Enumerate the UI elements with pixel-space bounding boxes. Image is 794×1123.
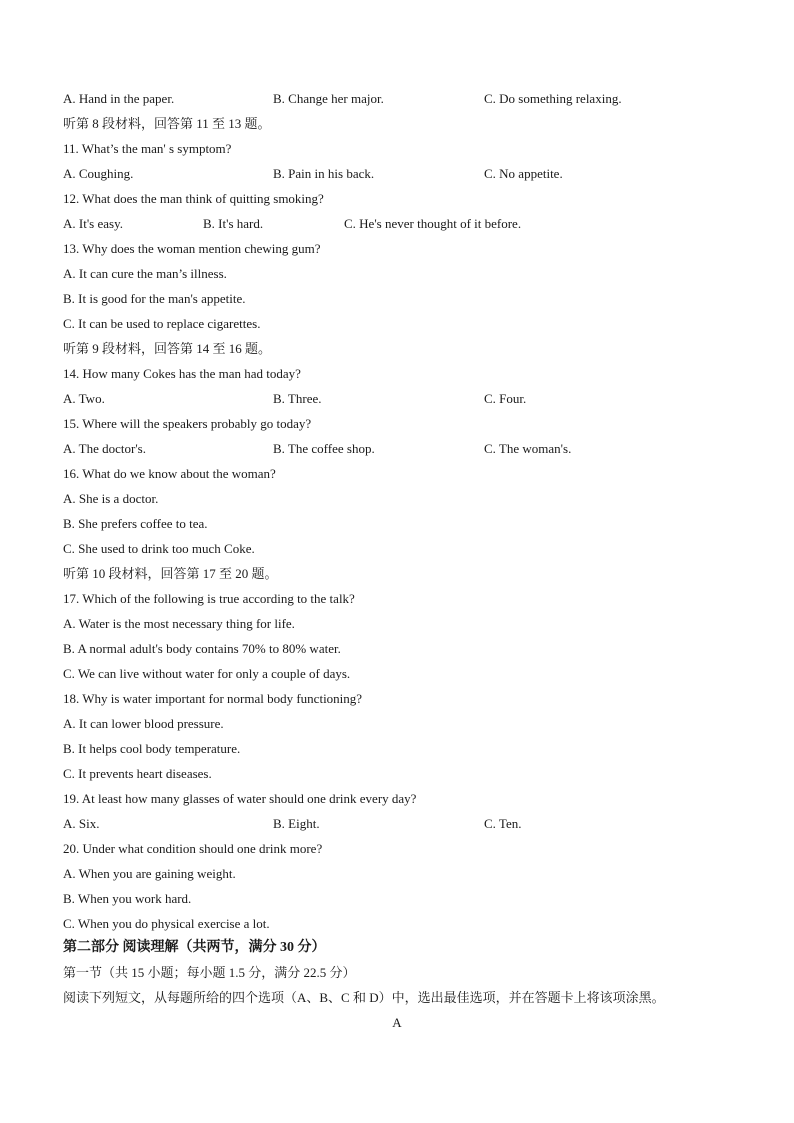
question-18: 18. Why is water important for normal body functioning?: [63, 691, 363, 706]
option-a: A. It's easy.: [63, 216, 123, 231]
option-b: B. Change her major.: [273, 91, 384, 106]
option-row: [63, 164, 743, 184]
section-instruction-10: 听第 10 段材料，回答第 17 至 20 题。: [63, 566, 278, 581]
section-instruction-9: 听第 9 段材料，回答第 14 至 16 题。: [63, 341, 272, 356]
question-14: 14. How many Cokes has the man had today?: [63, 366, 301, 381]
option-a: A. She is a doctor.: [63, 491, 159, 506]
question-15: 15. Where will the speakers probably go today?: [63, 416, 312, 431]
option-row: [63, 439, 743, 459]
option-c: C. Do something relaxing.: [484, 91, 622, 106]
option-c: C. Four.: [484, 391, 527, 406]
section-instruction-8: 听第 8 段材料，回答第 11 至 13 题。: [63, 116, 271, 131]
option-a: A. It can cure the man’s illness.: [63, 266, 227, 281]
option-c: C. Ten.: [484, 816, 522, 831]
question-11: 11. What’s the man' s symptom?: [63, 141, 232, 156]
question-12: 12. What does the man think of quitting smoking?: [63, 191, 324, 206]
option-b: B. It is good for the man's appetite.: [63, 291, 246, 306]
option-row: [63, 814, 743, 834]
option-a: A. When you are gaining weight.: [63, 866, 236, 881]
part-heading: 第二部分 阅读理解（共两节，满分 30 分）: [63, 940, 326, 955]
option-row: [63, 89, 743, 109]
option-a: A. Water is the most necessary thing for life.: [63, 616, 295, 631]
option-c: C. The woman's.: [484, 441, 572, 456]
option-a: A. Six.: [63, 816, 100, 831]
option-c: C. It prevents heart diseases.: [63, 766, 212, 781]
question-16: 16. What do we know about the woman?: [63, 466, 276, 481]
option-c: C. She used to drink too much Coke.: [63, 541, 255, 556]
option-a: A. The doctor's.: [63, 441, 146, 456]
option-b: B. The coffee shop.: [273, 441, 375, 456]
question-13: 13. Why does the woman mention chewing gum?: [63, 241, 321, 256]
option-c: C. When you do physical exercise a lot.: [63, 916, 270, 931]
option-a: A. Hand in the paper.: [63, 91, 175, 106]
option-b: B. Three.: [273, 391, 322, 406]
option-a: A. Coughing.: [63, 166, 134, 181]
option-a: A. Two.: [63, 391, 105, 406]
reading-instruction: 阅读下列短文，从每题所给的四个选项（A、B、C 和 D）中，选出最佳选项，并在答题卡上将该项涂黑。: [63, 990, 665, 1005]
option-c: C. It can be used to replace cigarettes.: [63, 316, 261, 331]
option-b: B. A normal adult's body contains 70% to 80% water.: [63, 641, 341, 656]
question-17: 17. Which of the following is true according to the talk?: [63, 591, 355, 606]
option-row: [63, 389, 743, 409]
option-b: B. It's hard.: [203, 216, 264, 231]
option-c: C. He's never thought of it before.: [344, 216, 522, 231]
option-c: C. We can live without water for only a couple of days.: [63, 666, 351, 681]
option-b: B. Pain in his back.: [273, 166, 375, 181]
option-row: [63, 214, 743, 234]
option-b: B. Eight.: [273, 816, 320, 831]
option-a: A. It can lower blood pressure.: [63, 716, 224, 731]
option-c: C. No appetite.: [484, 166, 563, 181]
question-19: 19. At least how many glasses of water should one drink every day?: [63, 791, 417, 806]
option-b: B. It helps cool body temperature.: [63, 741, 241, 756]
option-b: B. She prefers coffee to tea.: [63, 516, 208, 531]
question-20: 20. Under what condition should one drink more?: [63, 841, 323, 856]
section-heading: 第一节（共 15 小题；每小题 1.5 分，满分 22.5 分）: [63, 965, 356, 980]
option-b: B. When you work hard.: [63, 891, 192, 906]
passage-label: A: [392, 1015, 402, 1030]
